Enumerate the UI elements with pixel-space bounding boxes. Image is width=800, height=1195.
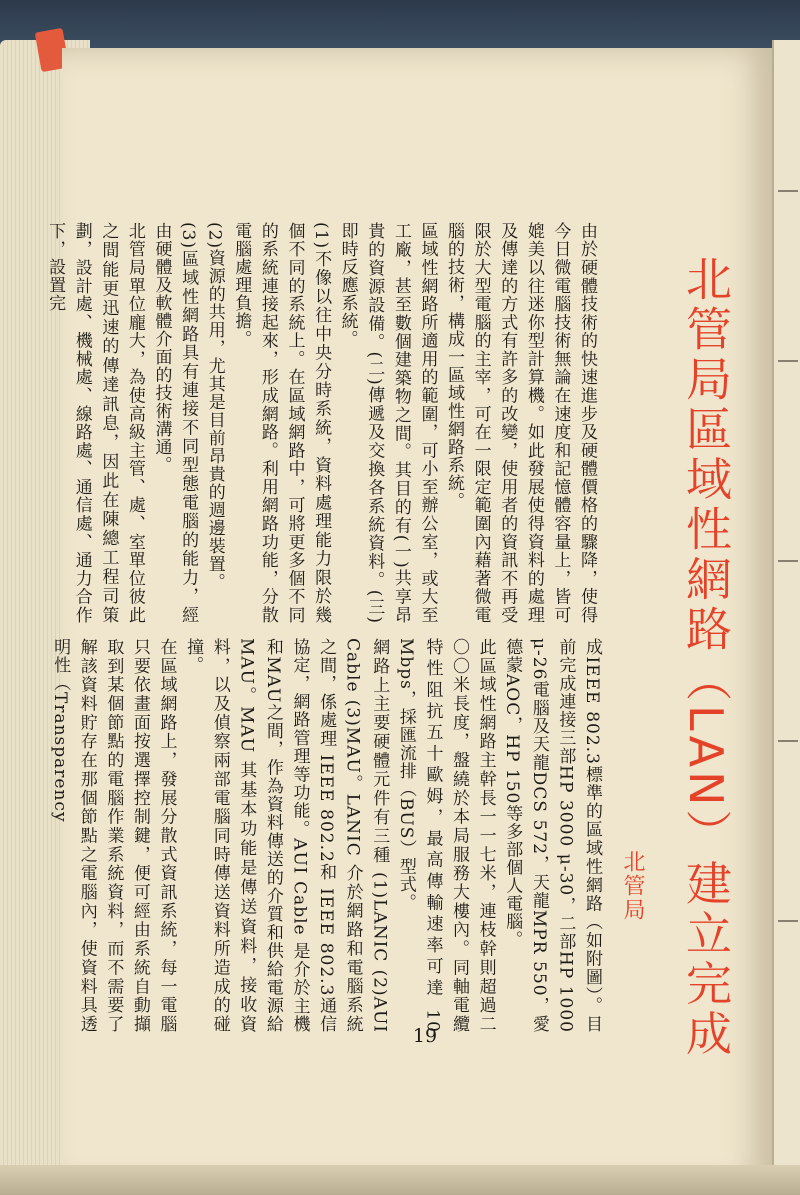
text-column-upper — [45, 222, 600, 624]
paragraph: 成IEEE 802.3標準的區域性網路（如附圖）。目前完成連接三部HP 3000 μ-30，二部HP 1000 μ-26電腦及天龍DCS 572，天龍MPR 550，愛德蒙AOC，HP 150等多部個人電腦。 — [502, 638, 602, 1033]
article-title: 北管局區域性網路（LAN）建立完成 — [679, 255, 733, 1060]
article-department: 北管局 — [620, 850, 645, 922]
page-bottom-edge — [0, 1165, 800, 1195]
paragraph: 由於硬體技術的快速進步及硬體價格的驟降，使得今日微電腦技術無論在速度和記憶體容量上，皆可媲美以往迷你型計算機。如此發展使得資料的處理及傳達的方式有許多的改變，使用者的資訊不再受限於大型電腦的主宰，可在一限定範圍內藉著微電腦的技術，構成一區域性網路系統。 — [444, 222, 597, 624]
paragraph: (3)區域性網路具有連接不同型態電腦的能力，經由硬體及軟體介面的技術溝通。 — [151, 222, 199, 624]
paragraph: (1)不像以往中央分時系統，資料處理能力限於幾個不同的系統上。在區域網路中，可將更多個不同的系統連接起來，形成網路。利用網路功能，分散電腦處理負擔。 — [231, 222, 332, 624]
text-column-lower — [50, 638, 605, 1033]
facing-page-edge — [772, 40, 800, 1190]
paragraph: 此區域性網路主幹長一一七米，連枝幹則超過二〇〇米長度，盤繞於本局服務大樓內。同軸電纜特性阻抗五十歐姆，最高傳輸速率可達 10 Mbps，採匯流排（BUS）型式。 — [395, 638, 496, 1033]
paragraph: 區域性網路所適用的範圍，可小至辦公室，或大至工廠，甚至數個建築物之間。其目的有(一)共享昂貴的資源設備。(二)傳遞及交換各系統資料。(三)即時反應系統。 — [337, 222, 438, 624]
paragraph: 在區域網路上，發展分散式資訊系統，每一電腦只要依畫面按選擇控制鍵，便可經由系統自動擷取到某個節點的電腦作業系統資料，而不需要了解該資料貯存在那個節點之電腦內，使資料具透明性（Transparency — [50, 638, 177, 1033]
paragraph: (2)資源的共用，尤其是目前昂貴的週邊裝置。 — [204, 222, 225, 592]
page-number: 19 — [412, 1025, 438, 1047]
paragraph: 北管局單位龐大，為使高級主管、處、室單位彼此之間能更迅速的傳達訊息，因此在陳總工程司策劃，設計處、機械處、線路處、通信處、通力合作下，設置完 — [45, 222, 145, 624]
paragraph: 網路上主要硬體元件有三種 (1)LANIC (2)AUI Cable (3)MAU。LANIC 介於網路和電腦系統之間，係處理 IEEE 802.2和 IEEE 802.3通信協定，網路管理等功能。AUI Cable 是介於主機和MAU之間，作為資料傳送的介質和供給電源給MAU。MAU 其基本功能是傳送資料，接收資料，以及偵察兩部電腦同時傳送資料所造成的碰撞。 — [183, 638, 390, 1033]
